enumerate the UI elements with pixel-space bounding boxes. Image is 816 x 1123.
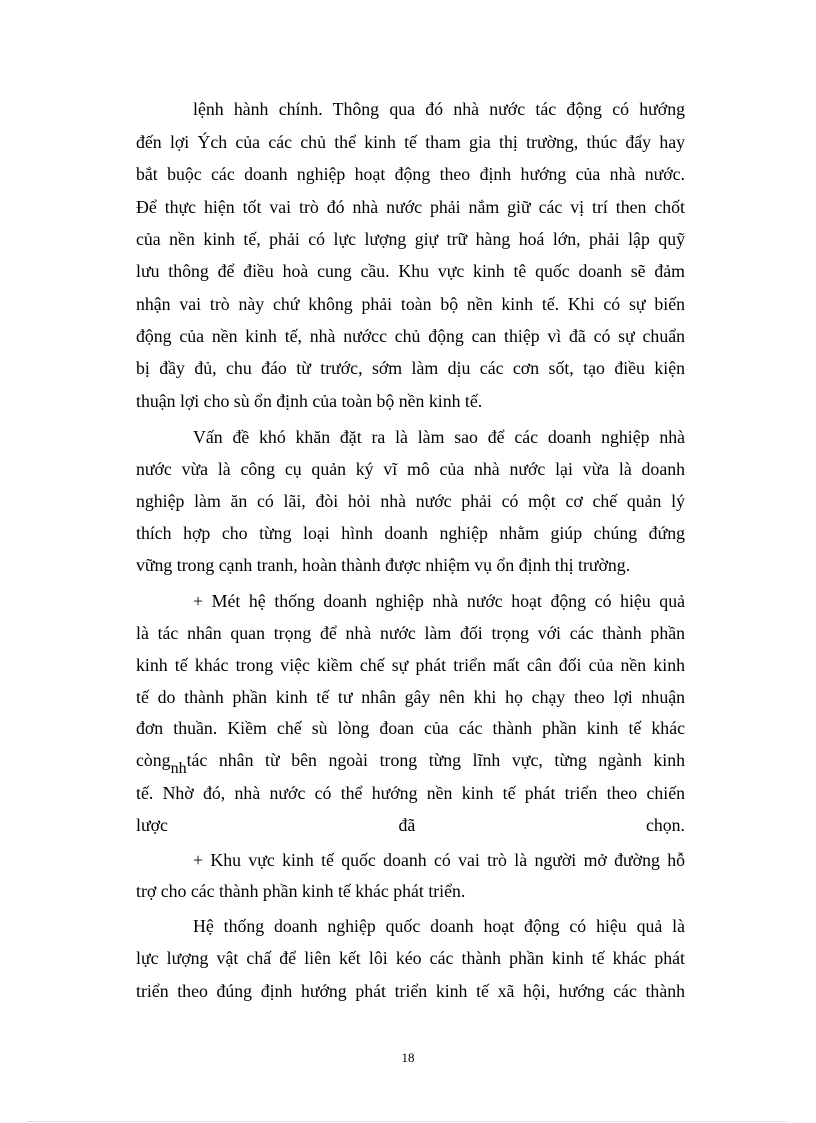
text-line: bắt buộc các doanh nghiệp hoạt động theo định hướng của nhà nước. [136, 164, 685, 184]
text-line: thích hợp cho từng loại hình doanh nghiệp nhằm giúp chúng đứng [136, 523, 685, 543]
text-line: Để thực hiện tốt vai trò đó nhà nước phải nắm giữ các vị trí then chốt [136, 197, 685, 217]
text-line: thuận lợi cho sù ổn định của toàn bộ nền kinh tế. [136, 391, 483, 411]
text-line: động của nền kinh tế, nhà nướcc chủ động can thiệp vì đã có sự chuẩn [136, 326, 685, 346]
text-line: nhận vai trò này chứ không phải toàn bộ nền kinh tế. Khi có sự biến [136, 294, 685, 314]
text-line [136, 748, 685, 777]
text-line: Vấn đề khó khăn đặt ra là làm sao để các doanh nghiệp nhà [193, 427, 685, 447]
text-fragment: tác nhân từ bên ngoài trong từng lĩnh vực, từng ngành kinh [186, 750, 685, 770]
text-line: lược đã chọn. [136, 815, 685, 835]
text-line: là tác nhân quan trọng để nhà nước làm đối trọng với các thành phần [136, 623, 685, 643]
footer-divider [28, 1121, 788, 1122]
text-line: lực lượng vật chấ để liên kết lôi kéo các thành phần kinh tế khác phát [136, 948, 685, 968]
text-line: tế. Nhờ đó, nhà nước có thể hướng nền kinh tế phát triển theo chiến [136, 783, 685, 803]
text-fragment: còng [136, 750, 171, 770]
text-line: + Khu vực kinh tế quốc doanh có vai trò là người mở đường hỗ [193, 850, 685, 870]
text-line: kinh tế khác trong việc kiềm chế sự phát triển mất cân đối của nền kinh [136, 655, 685, 675]
text-line: triển theo đúng định hướng phát triển kinh tế xã hội, hướng các thành [136, 981, 685, 1001]
text-line: nghiệp làm ăn có lãi, đòi hỏi nhà nước phải có một cơ chế quản lý [136, 491, 685, 511]
text-line: đến lợi Ých của các chủ thể kinh tế tham gia thị trường, thúc đẩy hay [136, 132, 685, 152]
text-line: tế do thành phần kinh tế tư nhân gây nên khi họ chạy theo lợi nhuận [136, 687, 685, 707]
text-line: Hệ thống doanh nghiệp quốc doanh hoạt động có hiệu quả là [193, 916, 685, 936]
text-line: + Mét hệ thống doanh nghiệp nhà nước hoạt động có hiệu quả [193, 591, 685, 611]
text-line: nước vừa là công cụ quản ký vĩ mô của nhà nước lại vừa là doanh [136, 459, 685, 479]
text-line: trợ cho các thành phần kinh tế khác phát triển. [136, 881, 466, 901]
text-line: vững trong cạnh tranh, hoàn thành được nhiệm vụ ổn định thị trường. [136, 555, 631, 575]
text-line: đơn thuần. Kiềm chế sù lòng đoan của các thành phần kinh tế khác [136, 718, 685, 738]
text-line: của nền kinh tế, phải có lực lượng giự trữ hàng hoá lớn, phải lập quỹ [136, 229, 685, 249]
page-number: 18 [401, 1050, 415, 1065]
text-line: lệnh hành chính. Thông qua đó nhà nước tác động có hướng [193, 99, 685, 119]
text-line: bị đầy đủ, chu đáo từ trước, sớm làm dịu các cơn sốt, tạo điều kiện [136, 358, 685, 378]
subscript-fragment: nh [170, 760, 187, 777]
text-line: lưu thông để điều hoà cung cầu. Khu vực kinh tê quốc doanh sẽ đảm [136, 261, 685, 281]
